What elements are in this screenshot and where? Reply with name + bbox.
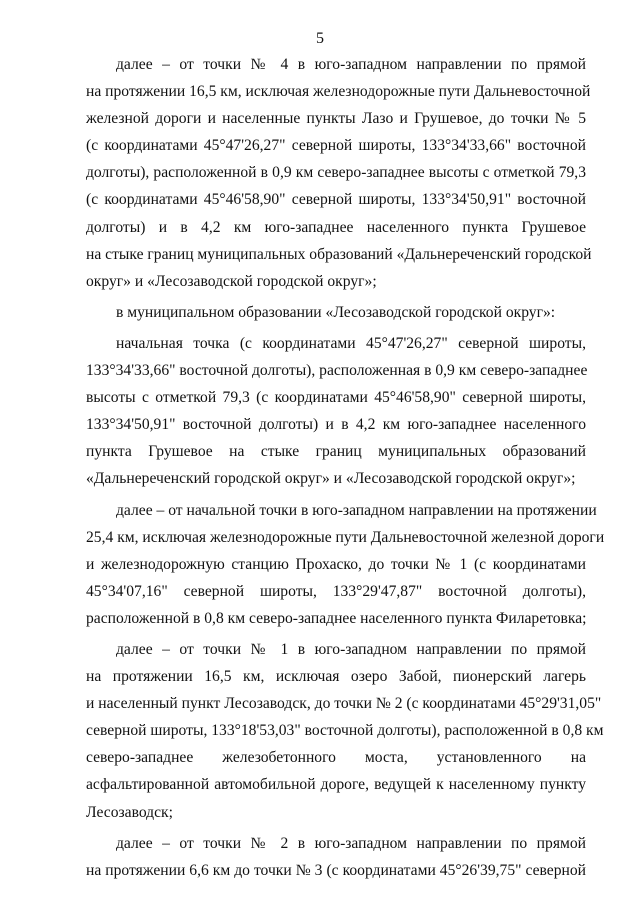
text-line: «Дальнереченский городской округ» и «Лесозаводской городской округ»; xyxy=(86,470,576,488)
paragraph xyxy=(86,330,586,493)
text-line: северной широты, 133°18'53,03" восточной долготы), расположенной в 0,8 км xyxy=(86,722,604,740)
document-body xyxy=(86,51,605,884)
text-line: начальная точка (с координатами 45°47'26,27" северной широты, xyxy=(116,334,586,352)
text-line: и железнодорожную станцию Прохаско, до точки № 1 (с координатами xyxy=(86,555,586,573)
text-line: далее – от начальной точки в юго-западном направлении на протяжении xyxy=(116,501,597,519)
text-line: долготы), расположенной в 0,9 км северо-западнее высоты с отметкой 79,3 xyxy=(86,164,586,182)
text-line: далее – от точки № 1 в юго-западном направлении по прямой xyxy=(116,640,586,658)
text-line: пункта Грушевое на стыке границ муниципальных образований xyxy=(86,443,586,461)
text-line: долготы) и в 4,2 км юго-западнее населенного пункта Грушевое xyxy=(86,218,586,236)
text-line: 133°34'33,66" восточной долготы), расположенная в 0,9 км северо-западнее xyxy=(86,362,588,380)
text-line: 133°34'50,91" восточной долготы) и в 4,2 км юго-западнее населенного xyxy=(86,416,586,434)
text-line: (с координатами 45°47'26,27" северной широты, 133°34'33,66" восточной xyxy=(86,137,586,155)
text-line: 45°34'07,16" северной широты, 133°29'47,87" восточной долготы), xyxy=(86,582,586,600)
text-line: расположенной в 0,8 км северо-западнее населенного пункта Филаретовка; xyxy=(86,609,587,627)
text-line: (с координатами 45°46'58,90" северной широты, 133°34'50,91" восточной xyxy=(86,191,586,209)
text-line: далее – от точки № 4 в юго-западном направлении по прямой xyxy=(116,56,586,73)
text-line: далее – от точки № 2 в юго-западном направлении по прямой xyxy=(116,834,586,852)
text-line: северо-западнее железобетонного моста, установленного на xyxy=(86,749,586,767)
text-line: железной дороги и населенные пункты Лазо и Грушевое, до точки № 5 xyxy=(86,110,586,128)
paragraph xyxy=(86,51,592,295)
text-line: округ» и «Лесозаводской городской округ»; xyxy=(86,272,377,290)
text-line: и населенный пункт Лесозаводск, до точки № 2 (с координатами 45°29'31,05" xyxy=(86,695,602,713)
paragraph xyxy=(86,299,586,326)
text-line: в муниципальном образовании «Лесозаводской городской округ»: xyxy=(116,303,556,321)
text-line: высоты с отметкой 79,3 (с координатами 45°46'58,90" северной широты, xyxy=(86,389,586,407)
paragraph xyxy=(86,497,605,632)
text-line: на протяжении 6,6 км до точки № 3 (с координатами 45°26'39,75" северной xyxy=(86,861,586,879)
paragraph xyxy=(86,636,604,826)
paragraph xyxy=(86,830,586,884)
text-line: на протяжении 16,5 км, исключая озеро Забой, пионерский лагерь xyxy=(86,668,586,686)
text-line: на стыке границ муниципальных образований «Дальнереченский городской xyxy=(86,245,592,263)
text-line: 25,4 км, исключая железнодорожные пути Дальневосточной железной дороги xyxy=(86,528,605,546)
text-line: Лесозаводск; xyxy=(86,803,173,821)
text-line: асфальтированной автомобильной дороге, ведущей к населенному пункту xyxy=(86,776,586,794)
page-number: 5 xyxy=(316,30,324,47)
text-line: на протяжении 16,5 км, исключая железнодорожные пути Дальневосточной xyxy=(86,83,591,101)
